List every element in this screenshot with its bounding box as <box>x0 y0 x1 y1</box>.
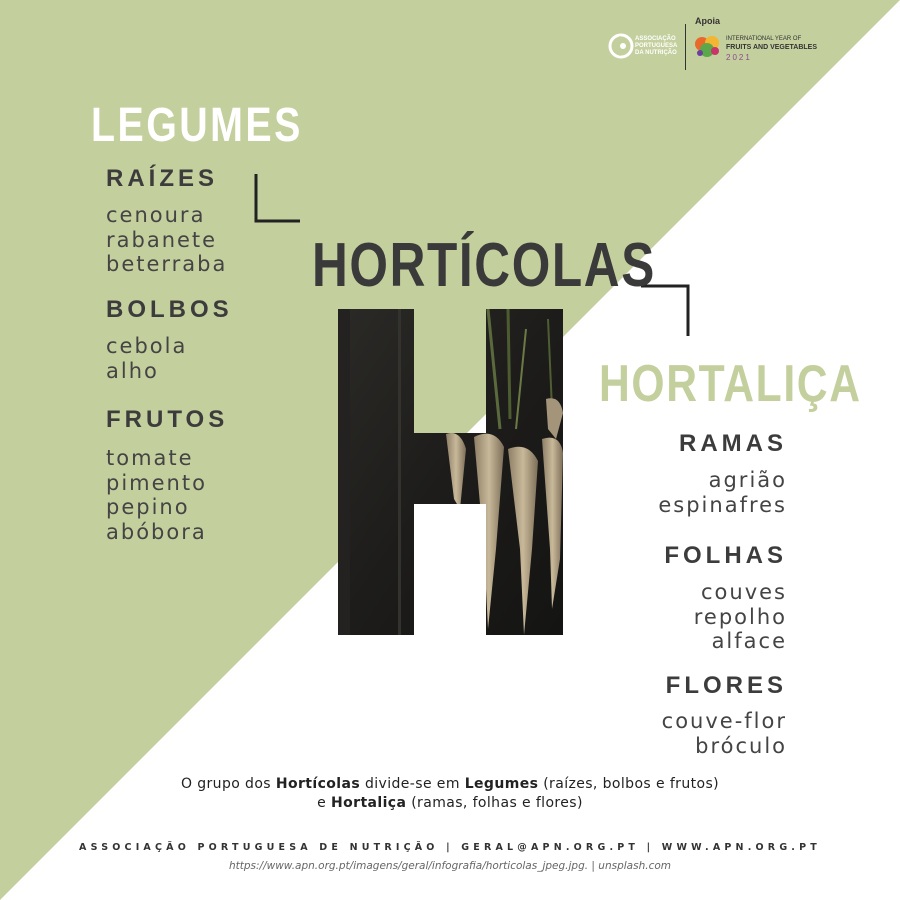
summary-text <box>0 775 900 813</box>
list-item: alface <box>711 629 787 653</box>
apn-logo-icon <box>607 32 635 60</box>
ramas-list <box>658 468 787 517</box>
list-item: bróculo <box>695 733 787 758</box>
flores-list <box>662 709 787 758</box>
summary-line-1: O grupo dos Hortícolas divide-se em Legumes (raízes, bolbos e frutos) <box>180 776 720 792</box>
summary-line-2: e Hortaliça (ramas, folhas e flores) <box>317 795 583 811</box>
list-item: beterraba <box>106 252 228 276</box>
list-item: tomate <box>106 446 194 470</box>
iyfv-line1: INTERNATIONAL YEAR OF <box>726 36 802 42</box>
apoia-label: Apoia <box>695 16 721 26</box>
bolbos-heading: BOLBOS <box>106 296 233 323</box>
iyfv-line2: FRUITS AND VEGETABLES <box>726 44 818 51</box>
footer-contact: ASSOCIAÇÃO PORTUGUESA DE NUTRIÇÃO | GERAL@APN.ORG.PT | WWW.APN.ORG.PT <box>79 842 821 853</box>
list-item: agrião <box>708 468 787 492</box>
list-item: couves <box>701 580 787 604</box>
bolbos-list <box>106 334 187 383</box>
main-title: HORTÍCOLAS <box>312 231 656 300</box>
legumes-title: LEGUMES <box>91 99 303 152</box>
raizes-heading: RAÍZES <box>106 165 219 192</box>
apn-logo-text: ASSOCIAÇÃO PORTUGUESA DA NUTRIÇÃO <box>635 36 678 56</box>
flores-heading: FLORES <box>665 672 787 699</box>
list-item: abóbora <box>106 519 207 544</box>
list-item: cenoura <box>106 203 206 227</box>
hortalica-title: HORTALIÇA <box>599 355 862 413</box>
list-item: repolho <box>693 604 787 629</box>
h-letter-photo <box>338 309 563 635</box>
list-item: cebola <box>106 334 188 358</box>
iyfv-year: 2021 <box>726 53 752 62</box>
list-item: espinafres <box>658 492 787 517</box>
frutos-list <box>106 446 207 544</box>
header-logos <box>605 14 820 74</box>
frutos-heading: FRUTOS <box>106 406 229 433</box>
folhas-list <box>694 580 787 654</box>
folhas-heading: FOLHAS <box>664 542 787 569</box>
list-item: pimento <box>106 470 207 495</box>
list-item: couve-flor <box>661 709 787 733</box>
logo-divider <box>685 24 686 70</box>
corner-bracket-left <box>254 174 302 224</box>
raizes-list <box>106 203 227 277</box>
list-item: rabanete <box>106 227 218 252</box>
list-item: pepino <box>106 495 190 519</box>
list-item: alho <box>106 358 159 383</box>
iyfv-logo-icon <box>693 32 723 60</box>
ramas-heading: RAMAS <box>679 430 787 457</box>
footer-source: https://www.apn.org.pt/imagens/geral/infografia/horticolas_jpeg.jpg. | unsplash.com <box>228 860 671 872</box>
